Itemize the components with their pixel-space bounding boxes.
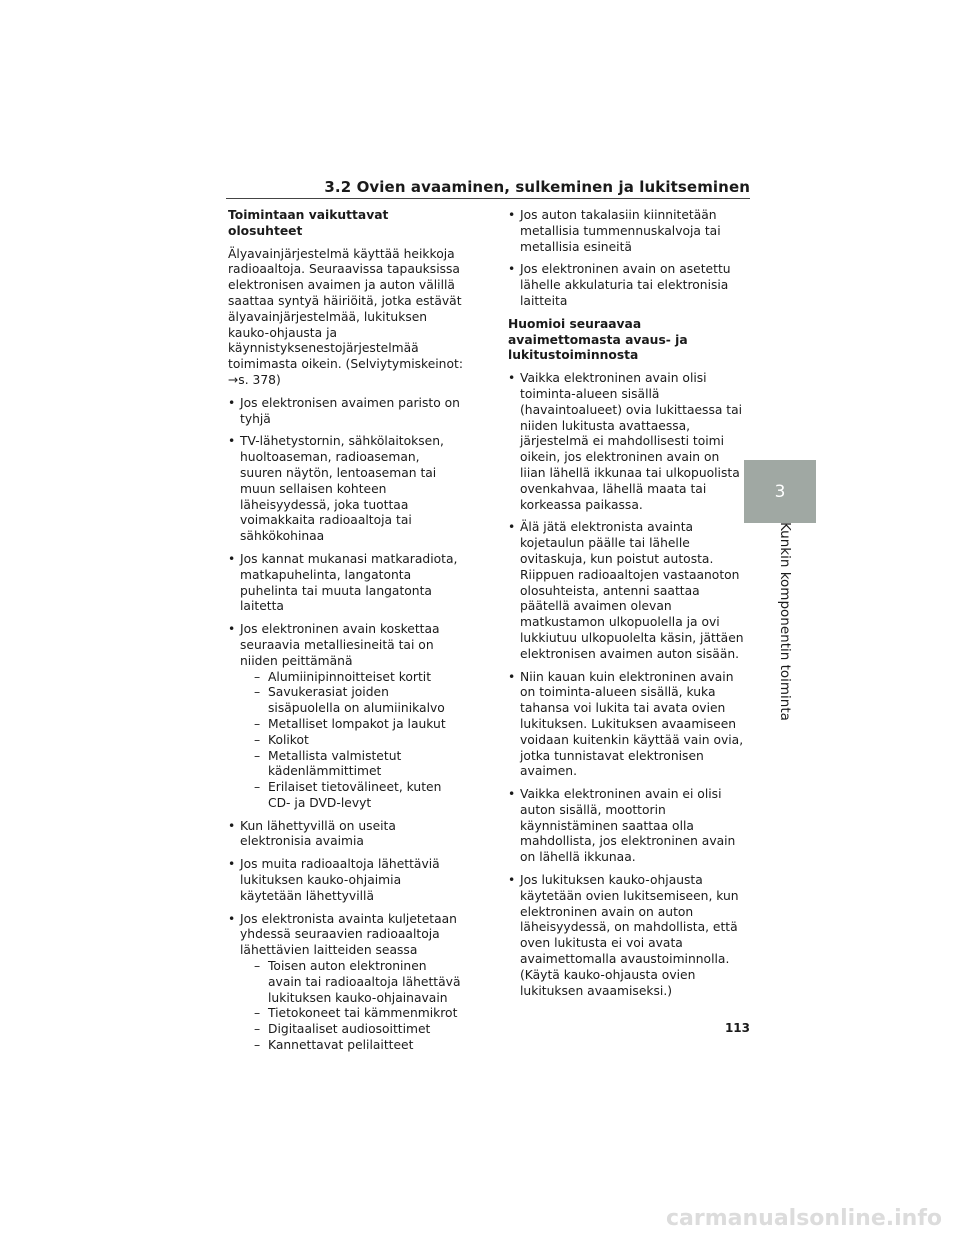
sub-list-item: – Alumiinipinnoitteiset kortit bbox=[254, 669, 432, 684]
left-column bbox=[228, 208, 464, 1061]
list-item: • Jos elektronista avainta kuljetetaan yhdessä seuraavien radioaaltoja lähettävien laitteiden seassa – Toisen auton elektroninen avain tai radioaaltoja lähettävä lukituksen kauko-ohjainavain – Tietokoneet tai kämmenmikrot – Digitaaliset audiosoittimet – Kannettavat pelilaitteet bbox=[228, 912, 464, 1054]
list-item: • Vaikka elektroninen avain olisi toiminta-alueen sisällä (havaintoalueet) ovia lukittaessa tai niiden lukitusta avattaessa, järjestelmä ei mahdollisesti toimi oikein, jos elektroninen avain on liian lähellä ikkunaa tai ulkopuolista ovenkahvaa, lähellä maata tai korkeassa paikassa. bbox=[508, 371, 743, 512]
list-item: • Jos elektroninen avain on asetettu lähelle akkulaturia tai elektronisia laitteita bbox=[508, 262, 731, 308]
list-item: • Jos kannat mukanasi matkaradiota, matkapuhelinta, langatonta puhelinta tai muuta langatonta laitetta bbox=[228, 551, 458, 614]
sub-list-item: – Kolikot bbox=[254, 732, 309, 747]
sub-list-item: – Savukerasiat joiden sisäpuolella on alumiinikalvo bbox=[254, 685, 445, 716]
intro-paragraph: Älyavainjärjestelmä käyttää heikkoja radioaaltoja. Seuraavissa tapauksissa elektronisen avaimen ja auton välillä saattaa syntyä häiriöitä, jotka estävät älyavainjärjestelmää, lukituksen kauko-ohjausta ja käynnistyksenestojärjestelmää toimimasta oikein. (Selviytymiskeinot: →s. 378) bbox=[228, 246, 463, 387]
chapter-title: Kunkin komponentin toiminta bbox=[777, 522, 793, 721]
metal-objects-sublist bbox=[240, 670, 464, 812]
list-item: • Niin kauan kuin elektroninen avain on toiminta-alueen sisällä, kuka tahansa voi lukita tai avata ovien lukituksen. Lukituksen avaamiseen voidaan kuitenkin käyttää vain ovia, jotka tunnistavat elektronisen avaimen. bbox=[508, 669, 744, 779]
list-item: • Kun lähettyvillä on useita elektronisia avaimia bbox=[228, 818, 396, 849]
sub-list-item: – Toisen auton elektroninen avain tai radioaaltoja lähettävä lukituksen kauko-ohjainavain bbox=[254, 959, 461, 1005]
list-item: • Vaikka elektroninen avain ei olisi auton sisällä, moottorin käynnistäminen saattaa olla mahdollista, jos elektroninen avain on lähellä ikkunaa. bbox=[508, 787, 736, 865]
sub-list-item: – Metallista valmistetut kädenlämmittimet bbox=[254, 748, 402, 779]
list-item: • TV-lähetystornin, sähkölaitoksen, huoltoaseman, radioaseman, suuren näytön, lentoaseman tai muun sellaisen kohteen läheisyydessä, joka tuottaa voimakkaita radioaaltoja tai sähkökohinaa bbox=[228, 434, 444, 544]
sub-list-item: – Kannettavat pelilaitteet bbox=[254, 1038, 414, 1053]
list-item: • Älä jätä elektronista avainta kojetaulun päälle tai lähelle ovitaskuja, kun poistut autosta. Riippuen radioaaltojen vastaanoton olosuhteista, antenni saattaa päätellä avaimen olevan matkustamon ulkopuolella ja ovi lukkiutuu ulkopuolelta käsin, jättäen elektronisen avaimen auton sisään. bbox=[508, 520, 744, 661]
list-item: • Jos elektronisen avaimen paristo on tyhjä bbox=[228, 395, 460, 426]
watermark: carmanualsonline.info bbox=[666, 1206, 942, 1231]
right-heading: Huomioi seuraavaa avaimettomasta avaus- ja lukitustoiminnosta bbox=[508, 316, 688, 363]
list-item: • Jos lukituksen kauko-ohjausta käytetään ovien lukitsemiseen, kun elektroninen avain on auton läheisyydessä, on mahdollista, että oven lukitusta ei voi avata avaimettomalla avaustoiminnolla. (Käytä kauko-ohjausta ovien lukituksen avaamiseksi.) bbox=[508, 873, 739, 998]
sub-list-item: – Digitaaliset audiosoittimet bbox=[254, 1022, 431, 1037]
left-heading: Toimintaan vaikuttavat olosuhteet bbox=[228, 208, 389, 238]
page-number: 113 bbox=[724, 1021, 750, 1035]
devices-sublist bbox=[240, 959, 464, 1054]
header-divider bbox=[226, 198, 750, 199]
list-item: • Jos muita radioaaltoja lähettäviä lukituksen kauko-ohjaimia käytetään lähettyvillä bbox=[228, 857, 440, 903]
list-item: • Jos elektroninen avain koskettaa seuraavia metalliesineitä tai on niiden peittämänä – Alumiinipinnoitteiset kortit – Savukerasiat joiden sisäpuolella on alumiinikalvo – Metalliset lompakot ja laukut – Kolikot – Metallista valmistetut kädenlämmittimet – Erilaiset tietovälineet, kuten CD- ja DVD-levyt bbox=[228, 622, 464, 812]
right-column bbox=[508, 208, 744, 1006]
list-item: • Jos auton takalasiin kiinnitetään metallisia tummennuskalvoja tai metallisia esineitä bbox=[508, 208, 721, 254]
chapter-tab[interactable] bbox=[744, 460, 816, 523]
chapter-number: 3 bbox=[774, 481, 786, 502]
sub-list-item: – Metalliset lompakot ja laukut bbox=[254, 716, 446, 731]
sub-list-item: – Erilaiset tietovälineet, kuten CD- ja DVD-levyt bbox=[254, 780, 442, 810]
section-header: 3.2 Ovien avaaminen, sulkeminen ja lukitseminen bbox=[324, 178, 750, 196]
sub-list-item: – Tietokoneet tai kämmenmikrot bbox=[254, 1006, 458, 1021]
